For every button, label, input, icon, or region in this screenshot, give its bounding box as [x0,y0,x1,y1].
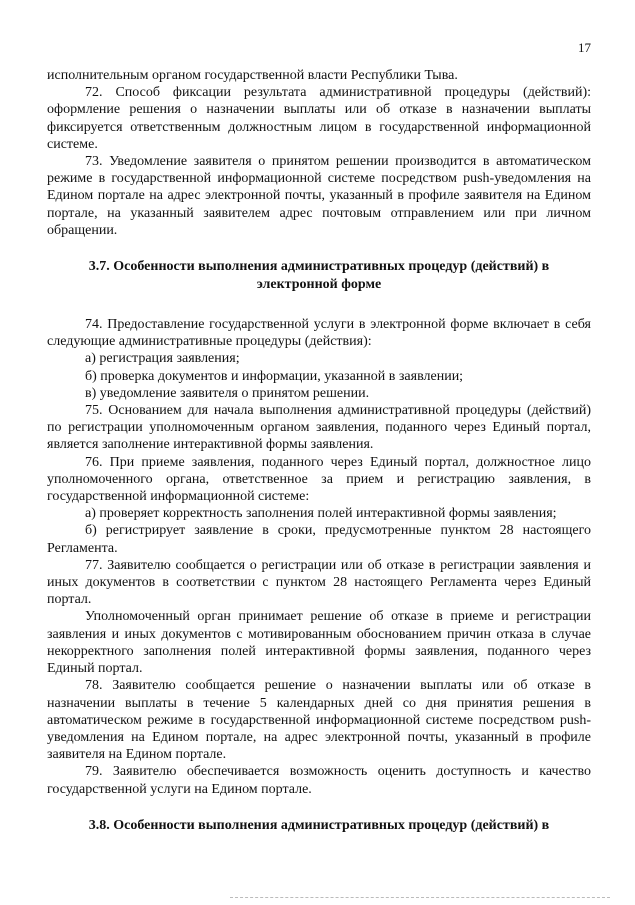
paragraph-p78: 78. Заявителю сообщается решение о назначении выплаты или об отказе в назначении выплаты в течение 5 календарных дней со дня принятия решения в автоматическом режиме в государственной информационной системе посредством push-уведомления на Едином портале, на адрес электронной почты, указанный в профиле заявителя на Едином портале. [47,678,591,763]
paragraph-p77: 77. Заявителю сообщается о регистрации или об отказе в регистрации заявления и иных документов в соответствии с пунктом 28 настоящего Регламента через Единый портал. [47,557,591,608]
paragraph-p76b: б) регистрирует заявление в сроки, предусмотренные пунктом 28 настоящего Регламента. [47,523,591,556]
paragraph-p72: 72. Способ фиксации результата административной процедуры (действий): оформление решения о назначении выплаты или об отказе в назначении выплаты фиксируется ответственным должностным лицом в государственной информационной системе. [47,85,591,152]
paragraphs-mid [47,316,591,798]
document-body [47,67,591,834]
footer-rule [230,897,610,899]
section-heading-3-7 [47,258,591,293]
section-heading-3-7-line1: 3.7. Особенности выполнения административных процедур (действий) в [88,259,550,275]
paragraph-p74a: а) регистрация заявления; [85,351,240,367]
paragraph-p74: 74. Предоставление государственной услуги в электронной форме включает в себя следующие административные процедуры (действия): [47,317,591,350]
paragraph-p75: 75. Основанием для начала выполнения административной процедуры (действий) по регистрации уполномоченным органом заявления, поданного через Единый портал, является заполнение интерактивной формы заявления. [47,403,591,453]
page-number: 17 [578,40,591,55]
section-heading-3-8-line1: 3.8. Особенности выполнения административных процедур (действий) в [88,817,550,833]
paragraph-p74b: б) проверка документов и информации, указанной в заявлении; [85,368,464,384]
paragraph-p74c: в) уведомление заявителя о принятом решении. [85,385,370,401]
paragraph-cont: исполнительным органом государственной власти Республики Тыва. [47,68,458,83]
paragraph-p76: 76. При приеме заявления, поданного через Единый портал, должностное лицо уполномоченного органа, ответственное за прием и регистрацию заявления, в государственной информационной системе: [47,454,591,505]
paragraph-p73: 73. Уведомление заявителя о принятом решении производится в автоматическом режиме в государственной информационной системе посредством push-уведомления на Едином портале на адрес электронной почты, указанный в профиле заявителя на Едином портале, на указанный заявителем адрес почтовым отправлением или при личном обращении. [47,154,591,238]
paragraph-p77b: Уполномоченный орган принимает решение об отказе в приеме и регистрации заявления и иных документов с мотивированным обоснованием причин отказа в случае некорректного заполнения полей интерактивной формы заявления, поданного через Единый портал. [47,609,591,677]
section-heading-3-8 [47,817,591,835]
paragraphs-top [47,67,591,239]
paragraph-p79: 79. Заявителю обеспечивается возможность оценить доступность и качество государственной услуги на Едином портале. [47,764,591,797]
paragraph-p76a: а) проверяет корректность заполнения полей интерактивной формы заявления; [85,506,557,522]
section-heading-3-7-line2: электронной форме [256,276,382,292]
